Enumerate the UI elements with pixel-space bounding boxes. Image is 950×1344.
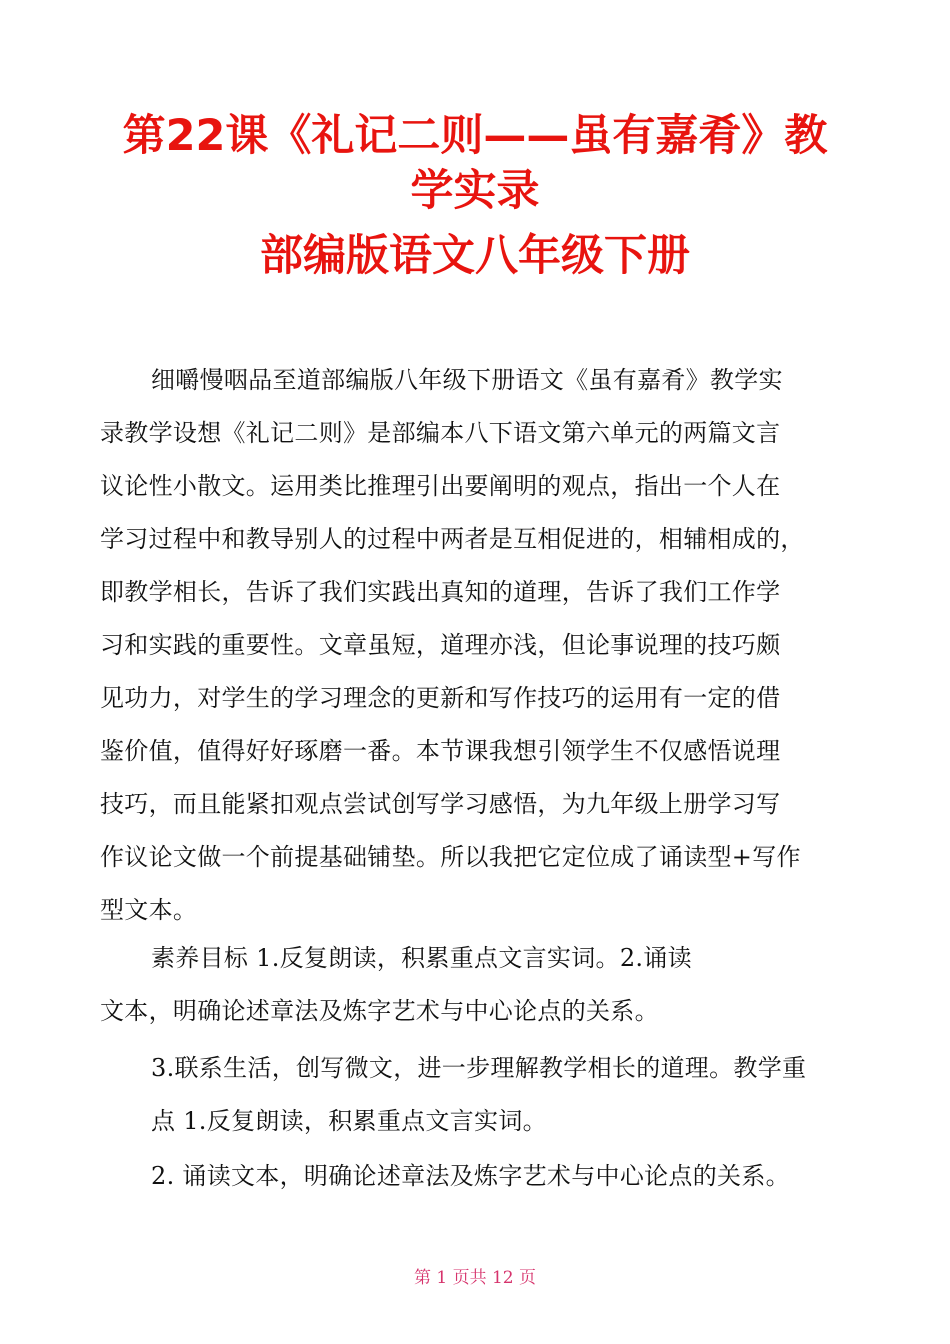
paragraph-objectives — [100, 932, 860, 1038]
paragraph-line: 议论性小散文。运用类比推理引出要阐明的观点，指出一个人在 — [100, 472, 781, 500]
paragraph-line: 鉴价值，值得好好琢磨一番。本节课我想引领学生不仅感悟说理 — [100, 737, 781, 765]
paragraph-line: 2. 诵读文本，明确论述章法及炼字艺术与中心论点的关系。 — [151, 1162, 790, 1190]
document-subtitle: 部编版语文八年级下册 — [260, 231, 690, 281]
paragraph-line: 3.联系生活，创写微文，进一步理解教学相长的道理。教学重 — [151, 1054, 807, 1082]
paragraph-line: 点 1.反复朗读，积累重点文言实词。 — [151, 1107, 547, 1135]
paragraph-line: 习和实践的重要性。文章虽短，道理亦浅，但论事说理的技巧颇 — [100, 631, 781, 659]
document-title-line-1: 第22课《礼记二则——虽有嘉肴》教 — [122, 111, 828, 161]
paragraph-line: 录教学设想《礼记二则》是部编本八下语文第六单元的两篇文言 — [100, 419, 781, 447]
paragraph-line: 即教学相长，告诉了我们实践出真知的道理，告诉了我们工作学 — [100, 578, 781, 606]
paragraph-objective-3-and-key-points — [100, 1042, 860, 1148]
paragraph-line: 素养目标 1.反复朗读，积累重点文言实词。2.诵读 — [151, 944, 692, 972]
paragraph-line: 文本，明确论述章法及炼字艺术与中心论点的关系。 — [100, 997, 659, 1025]
paragraph-line: 见功力，对学生的学习理念的更新和写作技巧的运用有一定的借 — [100, 684, 781, 712]
paragraph-line: 技巧，而且能紧扣观点尝试创写学习感悟，为九年级上册学习写 — [100, 790, 781, 818]
paragraph-line: 作议论文做一个前提基础铺垫。所以我把它定位成了诵读型+写作 — [100, 843, 801, 871]
document-title-line-2: 学实录 — [410, 166, 540, 216]
paragraph-teaching-design — [100, 354, 860, 937]
page-footer: 第 1 页共 12 页 — [413, 1268, 537, 1288]
paragraph-line: 型文本。 — [100, 896, 198, 924]
paragraph-line: 细嚼慢咽品至道部编版八年级下册语文《虽有嘉肴》教学实 — [151, 366, 783, 394]
paragraph-line: 学习过程中和教导别人的过程中两者是互相促进的，相辅相成的， — [100, 525, 805, 553]
paragraph-key-point-2 — [100, 1150, 860, 1203]
